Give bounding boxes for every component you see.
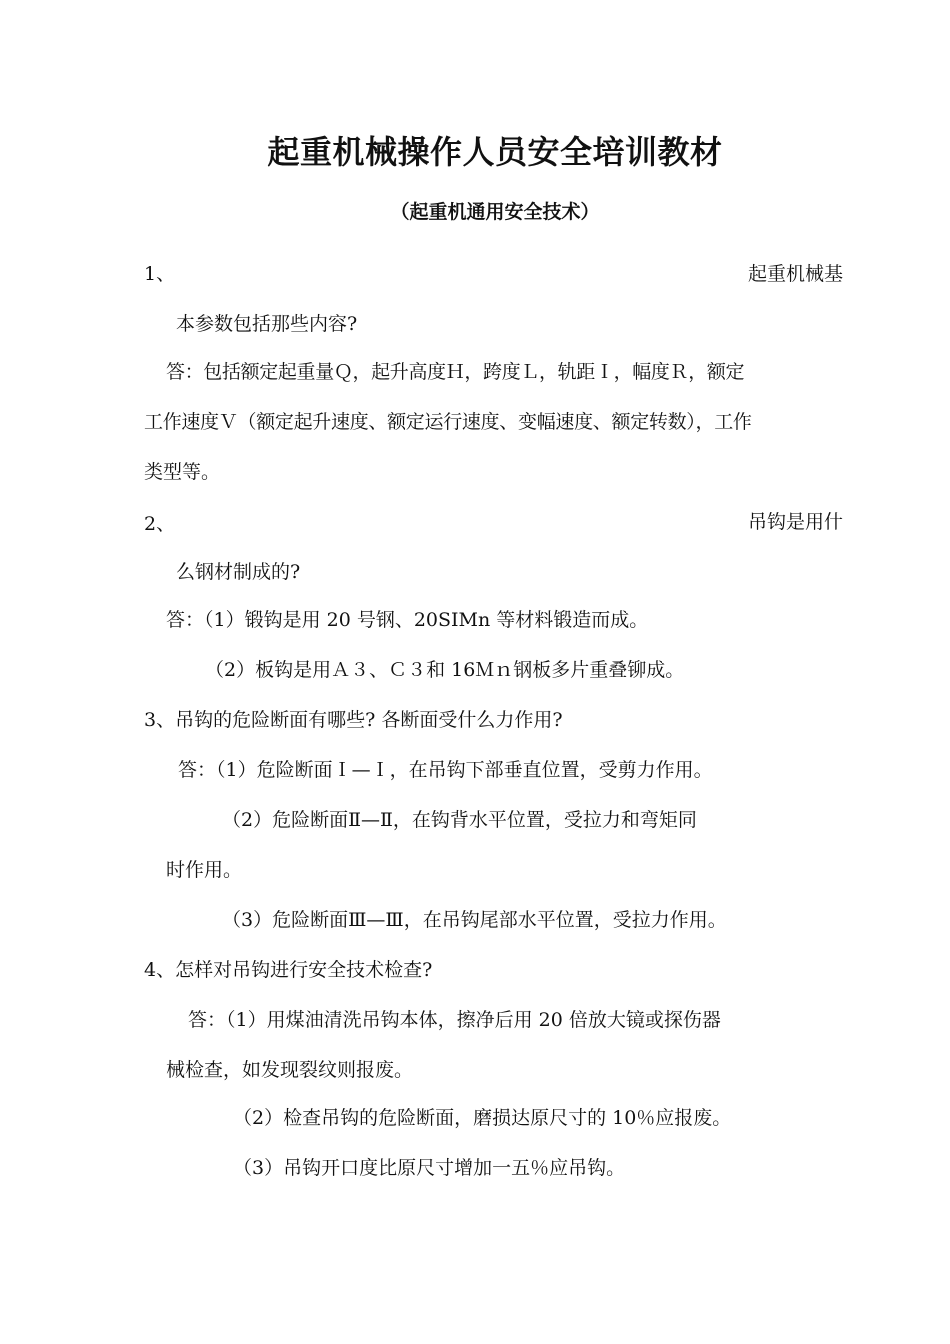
- q4-answer-line1: 答：（1）用煤油清洗吊钩本体，擦净后用 20 倍放大镜或探伤器: [188, 1009, 721, 1031]
- q2-number: 2、: [144, 513, 176, 535]
- q2-question-end: 么钢材制成的?: [176, 561, 301, 583]
- q3-answer-line1: 答：（1）危险断面Ｉ—Ｉ，在吊钩下部垂直位置，受剪力作用。: [178, 759, 713, 781]
- document-title: 起重机械操作人员安全培训教材: [267, 133, 723, 171]
- q3-question: 3、吊钩的危险断面有哪些? 各断面受什么力作用?: [144, 709, 563, 731]
- q1-number: 1、: [144, 263, 176, 285]
- q4-answer-line3: （2）检查吊钩的危险断面，磨损达原尺寸的 10％应报废。: [233, 1107, 732, 1129]
- q1-answer-line1: 答：包括额定起重量Ｑ，起升高度Ｈ，跨度Ｌ，轨距Ｉ，幅度Ｒ，额定: [166, 361, 745, 383]
- q2-answer-line2: （2）板钩是用Ａ３、Ｃ３和 16Ｍｎ钢板多片重叠铆成。: [205, 659, 685, 681]
- q3-answer-line3: 时作用。: [166, 859, 243, 881]
- q4-answer-line2: 械检查，如发现裂纹则报废。: [166, 1059, 414, 1081]
- q2-answer-line1: 答：（1）锻钩是用 20 号钢、20SIMn 等材料锻造而成。: [166, 609, 649, 631]
- q1-answer-line3: 类型等。: [144, 461, 221, 483]
- q4-answer-line4: （3）吊钩开口度比原尺寸增加一五％应吊钩。: [233, 1157, 626, 1179]
- q1-question-end: 本参数包括那些内容?: [176, 313, 358, 335]
- document-subtitle: （起重机通用安全技术）: [390, 201, 600, 223]
- q1-answer-line2: 工作速度Ｖ（额定起升速度、额定运行速度、变幅速度、额定转数），工作: [144, 411, 752, 433]
- q4-question: 4、怎样对吊钩进行安全技术检查?: [144, 959, 433, 981]
- q1-question-start: 起重机械基: [747, 263, 843, 285]
- q3-answer-line4: （3）危险断面Ⅲ—Ⅲ，在吊钩尾部水平位置，受拉力作用。: [222, 909, 727, 931]
- q2-question-start: 吊钩是用什: [747, 511, 843, 533]
- q3-answer-line2: （2）危险断面Ⅱ—Ⅱ，在钩背水平位置，受拉力和弯矩同: [222, 809, 697, 831]
